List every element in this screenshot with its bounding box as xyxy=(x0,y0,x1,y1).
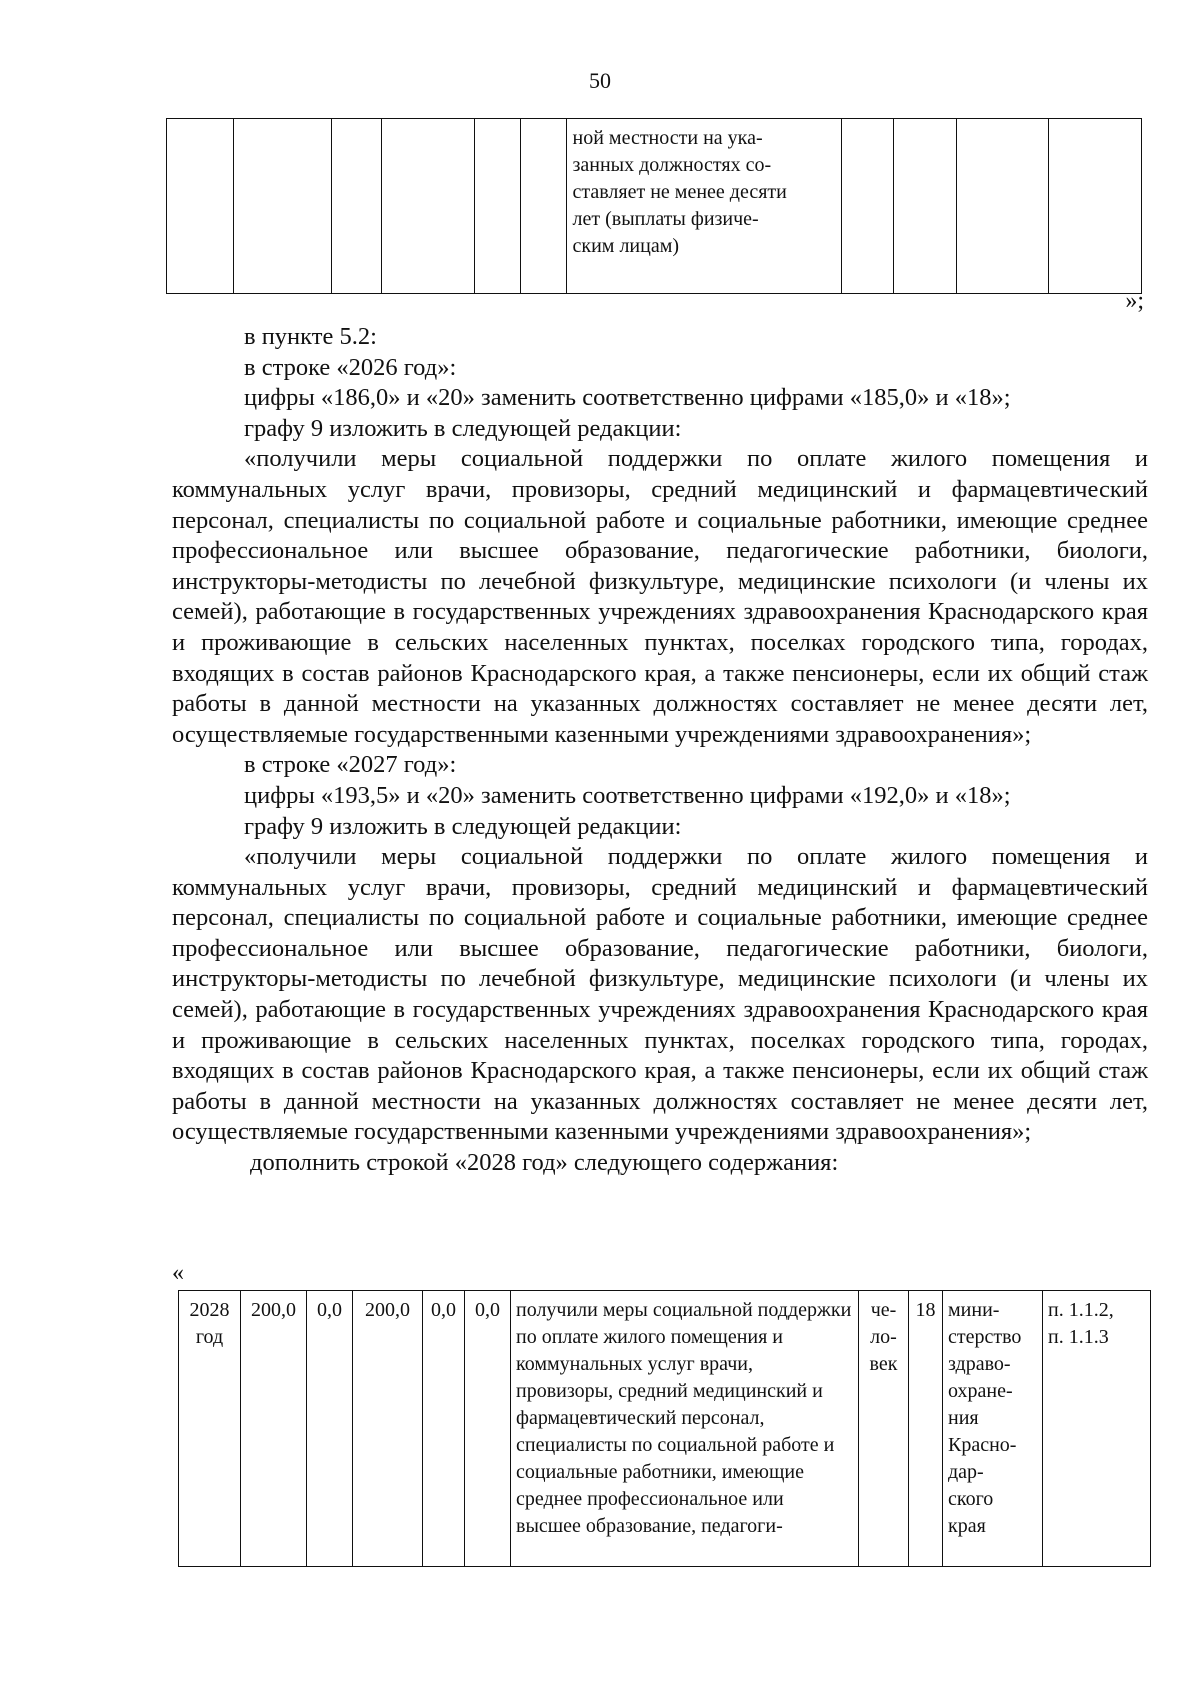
paragraph: цифры «186,0» и «20» заменить соответственно цифрами «185,0» и «18»; xyxy=(244,384,1011,412)
table-cell xyxy=(1048,119,1141,294)
paragraph: в строке «2026 год»: xyxy=(244,353,457,381)
local-cell: 0,0 xyxy=(423,1291,465,1567)
table-cell xyxy=(894,119,957,294)
table-cell xyxy=(520,119,566,294)
new-row-table xyxy=(178,1290,1151,1567)
table-row xyxy=(167,119,1142,294)
paragraph: в строке «2027 год»: xyxy=(244,751,457,779)
table-cell xyxy=(957,119,1048,294)
other-cell: 0,0 xyxy=(465,1291,511,1567)
paragraph: «получили меры социальной поддержки по оплате жилого помещения и коммунальных услуг врачи, провизоры, средний медицинский и фармацевтический персонал, специалисты по социальной работе и социальные работники, имеющие среднее профессиональное или высшее образование, педагогические работники, биологи, инструкторы-методисты по лечебной физкультуре, медицинские психологи (и члены их семей), работающие в государственных учреждениях здравоохранения Краснодарского края и проживающие в сельских населенных пунктах, поселках городского типа, городах, входящих в состав районов Краснодарского края, а также пенсионеры, если их общий стаж работы в данной местности на указанных должностях составляет не менее десяти лет, осуществляемые государственными казенными учреждениями здравоохранения»; xyxy=(172,445,1148,748)
regional-cell: 200,0 xyxy=(353,1291,423,1567)
reference-cell: п. 1.1.2, п. 1.1.3 xyxy=(1043,1291,1151,1567)
paragraph: в пункте 5.2: xyxy=(244,323,377,350)
unit-cell: че- ло- век xyxy=(859,1291,909,1567)
table-cell xyxy=(842,119,894,294)
amendment-text xyxy=(172,322,1148,1179)
continuation-description: ной местности на ука- занных должностях со- ставляет не менее десяти лет (выплаты физиче- ским лицам) xyxy=(566,119,842,294)
page-number: 50 xyxy=(589,68,611,93)
opening-quote: « xyxy=(172,1260,184,1286)
paragraph: «получили меры социальной поддержки по оплате жилого помещения и коммунальных услуг врачи, провизоры, средний медицинский и фармацевтический персонал, специалисты по социальной работе и социальные работники, имеющие среднее профессиональное или высшее образование, педагогические работники, биологи, инструкторы-методисты по лечебной физкультуре, медицинские психологи (и члены их семей), работающие в государственных учреждениях здравоохранения Краснодарского края и проживающие в сельских населенных пунктах, поселках городского типа, городах, входящих в состав районов Краснодарского края, а также пенсионеры, если их общий стаж работы в данной местности на указанных должностях составляет не менее десяти лет, осуществляемые государственными казенными учреждениями здравоохранения»; xyxy=(172,843,1148,1146)
paragraph: цифры «193,5» и «20» заменить соответственно цифрами «192,0» и «18»; xyxy=(244,781,1011,809)
total-cell: 200,0 xyxy=(241,1291,307,1567)
closing-quote: »; xyxy=(1125,288,1144,314)
paragraph: дополнить строкой «2028 год» следующего содержания: xyxy=(250,1149,839,1177)
table-cell xyxy=(332,119,382,294)
table-cell xyxy=(475,119,521,294)
year-cell: 2028 год xyxy=(179,1291,241,1567)
paragraph: графу 9 изложить в следующей редакции: xyxy=(244,812,682,840)
paragraph: графу 9 изложить в следующей редакции: xyxy=(244,414,682,442)
table-cell xyxy=(381,119,474,294)
federal-cell: 0,0 xyxy=(307,1291,353,1567)
description-cell: получили меры социальной поддержки по оплате жилого помещения и коммунальных услуг врачи, провизоры, средний медицинский и фармацевтический персонал, специалисты по социальной работе и социальные работники, имеющие среднее профессиональное или высшее образование, педагоги- xyxy=(511,1291,859,1567)
table-row xyxy=(179,1291,1151,1567)
value-cell: 18 xyxy=(909,1291,943,1567)
continuation-table xyxy=(166,118,1142,294)
table-cell xyxy=(167,119,234,294)
table-cell xyxy=(234,119,332,294)
executor-cell: мини- стерство здраво- охране- ния Красно- дар- ского края xyxy=(943,1291,1043,1567)
